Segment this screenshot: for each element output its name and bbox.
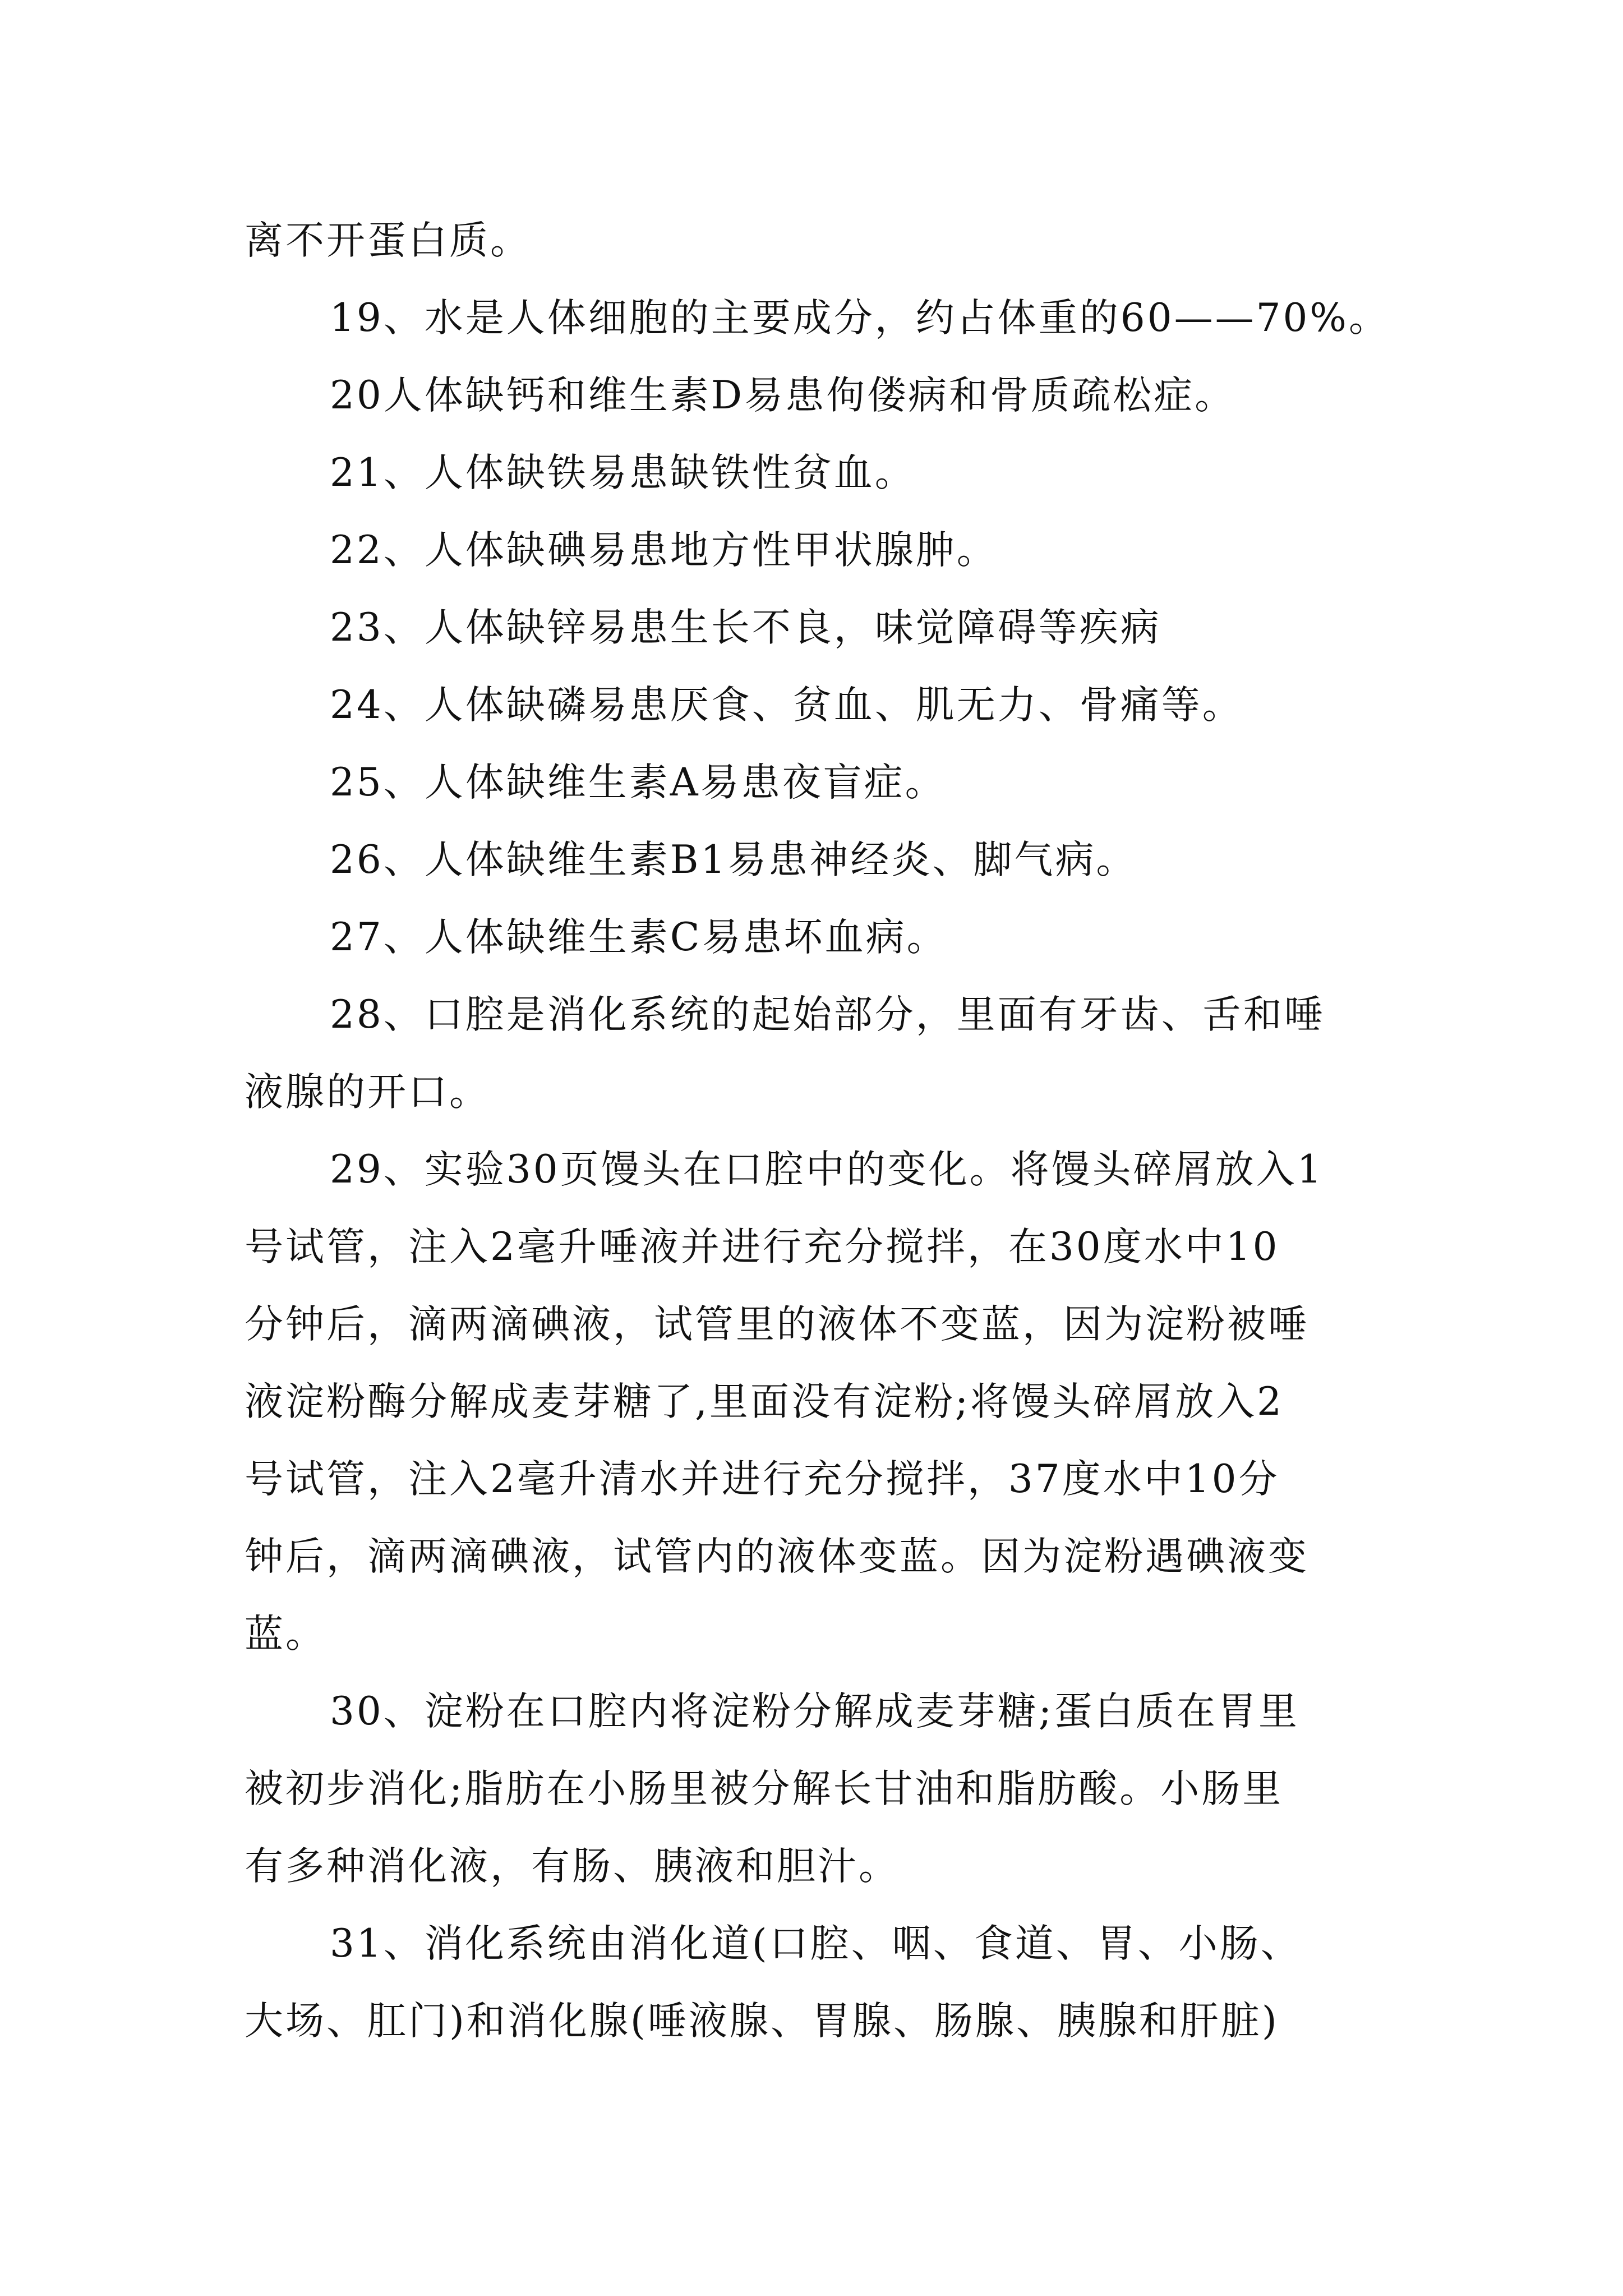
text-line: 27、人体缺维生素C易患坏血病。 [330,915,948,960]
text-line: 离不开蛋白质。 [245,218,531,263]
text-line: 23、人体缺锌易患生长不良，味觉障碍等疾病 [330,605,1161,650]
text-line: 有多种消化液，有肠、胰液和胆汁。 [245,1844,900,1889]
text-line: 21、人体缺铁易患缺铁性贫血。 [330,450,916,495]
text-line: 号试管，注入2毫升唾液并进行充分搅拌，在30度水中10 [245,1225,1280,1269]
text-line: 30、淀粉在口腔内将淀粉分解成麦芽糖;蛋白质在胃里 [330,1689,1300,1734]
text-line: 26、人体缺维生素B1易患神经炎、脚气病。 [330,838,1137,882]
text-line: 被初步消化;脂肪在小肠里被分解长甘油和脂肪酸。小肠里 [245,1766,1284,1811]
text-line: 液腺的开口。 [245,1070,490,1115]
text-line: 分钟后，滴两滴碘液，试管里的液体不变蓝，因为淀粉被唾 [245,1302,1309,1347]
text-line: 号试管，注入2毫升清水并进行充分搅拌，37度水中10分 [245,1457,1280,1502]
text-line: 29、实验30页馒头在口腔中的变化。将馒头碎屑放入1 [330,1147,1324,1192]
text-line: 22、人体缺碘易患地方性甲状腺肿。 [330,528,998,573]
document-body [245,202,1390,2060]
text-line: 31、消化系统由消化道(口腔、咽、食道、胃、小肠、 [330,1921,1302,1966]
text-line: 19、水是人体细胞的主要成分，约占体重的60——70%。 [330,296,1390,341]
text-line: 钟后，滴两滴碘液，试管内的液体变蓝。因为淀粉遇碘液变 [245,1534,1309,1579]
text-line: 蓝。 [245,1612,326,1657]
text-line: 24、人体缺磷易患厌食、贫血、肌无力、骨痛等。 [330,683,1243,728]
text-line: 20人体缺钙和维生素D易患佝偻病和骨质疏松症。 [330,373,1236,418]
text-line: 液淀粉酶分解成麦芽糖了,里面没有淀粉;将馒头碎屑放入2 [245,1379,1284,1424]
text-line: 25、人体缺维生素A易患夜盲症。 [330,760,946,805]
text-line: 大场、肛门)和消化腺(唾液腺、胃腺、肠腺、胰腺和肝脏) [245,1999,1279,2044]
text-line: 28、口腔是消化系统的起始部分，里面有牙齿、舌和唾 [330,992,1325,1037]
